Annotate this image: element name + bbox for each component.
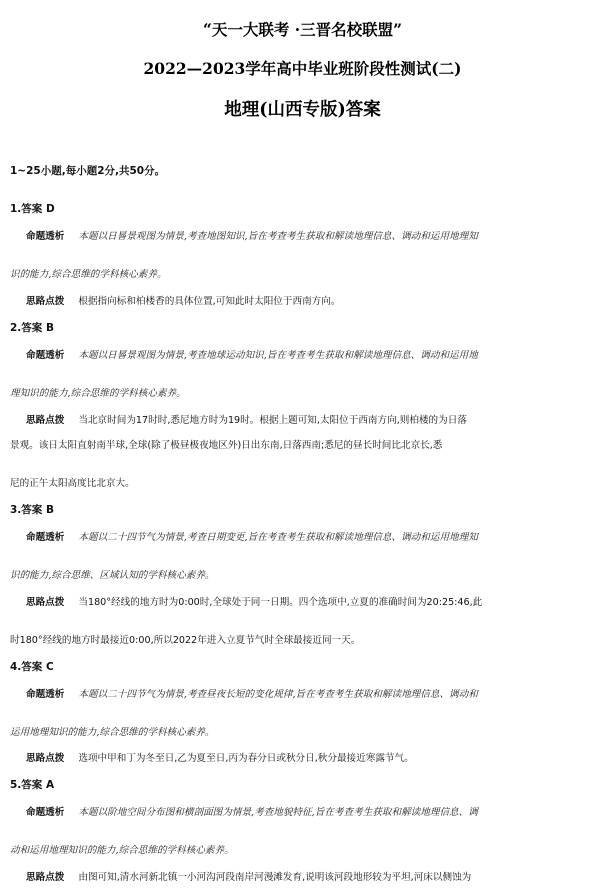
hint-text: 由图可知,清水河新北镇一小河沟河段南岸河漫滩发育,说明该河段地形较为平坦,河床以侧蚀为 xyxy=(78,872,472,883)
analysis-text: 本题以二十四节气为情景,考查日期变更,旨在考查考生获取和解读地理信息、调动和运用地理知 xyxy=(78,532,478,543)
question-3-heading: 3.答案 B xyxy=(10,504,54,516)
analysis-text: 本题以日晷景观图为情景,考查地图知识,旨在考查考生获取和解读地理信息、调动和运用地理知 xyxy=(78,231,478,242)
question-5-analysis xyxy=(26,804,596,818)
analysis-text-cont: 运用地理知识的能力,综合思维的学科核心素养。 xyxy=(10,727,215,738)
question-3-hint xyxy=(26,594,596,608)
question-4-heading: 4.答案 C xyxy=(10,661,54,673)
question-1-heading: 1.答案 D xyxy=(10,203,55,215)
analysis-text-cont: 动和运用地理知识的能力,综合思维的学科核心素养。 xyxy=(10,845,234,856)
question-1-hint xyxy=(26,293,596,307)
question-4-hint xyxy=(26,750,596,764)
analysis-label: 命题透析 xyxy=(26,807,65,818)
hint-label: 思路点拨 xyxy=(26,415,65,426)
hint-text: 选项中甲和丁为冬至日,乙为夏至日,丙为春分日或秋分日,秋分最接近寒露节气。 xyxy=(78,753,414,764)
question-2-heading: 2.答案 B xyxy=(10,322,54,334)
intro-line: 1~25小题,每小题2分,共50分。 xyxy=(10,165,166,177)
hint-label: 思路点拨 xyxy=(26,872,65,883)
hint-label: 思路点拨 xyxy=(26,597,65,608)
hint-label: 思路点拨 xyxy=(26,296,65,307)
hint-text-cont: 景观。该日太阳直射南半球,全球(除了极昼极夜地区外)日出东南,日落西南;悉尼的昼长时间比北京长,悉 xyxy=(10,440,443,451)
question-5-hint xyxy=(26,869,596,883)
header-line-2: 2022—2023学年高中毕业班阶段性测试(二) xyxy=(143,59,462,78)
analysis-label: 命题透析 xyxy=(26,689,65,700)
analysis-label: 命题透析 xyxy=(26,532,65,543)
analysis-label: 命题透析 xyxy=(26,231,65,242)
hint-text: 当180°经线的地方时为0:00时,全球处于同一日期。四个选项中,立夏的准确时间为20:25:46,此 xyxy=(78,597,483,608)
hint-text-cont: 时180°经线的地方时最接近0:00,所以2022年进入立夏节气时全球最接近同一天。 xyxy=(10,635,361,646)
question-1-analysis xyxy=(26,228,596,242)
analysis-text-cont: 理知识的能力,综合思维的学科核心素养。 xyxy=(10,388,186,399)
analysis-text-cont: 识的能力,综合思维的学科核心素养。 xyxy=(10,269,167,280)
analysis-text: 本题以阶地空间分布图和横剖面图为情景,考查地貌特征,旨在考查考生获取和解读地理信息、调 xyxy=(78,807,478,818)
question-4-analysis xyxy=(26,686,596,700)
analysis-text-cont: 识的能力,综合思维、区域认知的学科核心素养。 xyxy=(10,570,215,581)
hint-text: 根据指向标和柏楼香的具体位置,可知此时太阳位于西南方向。 xyxy=(78,296,341,307)
header-line-3: 地理(山西专版)答案 xyxy=(224,100,381,120)
analysis-label: 命题透析 xyxy=(26,350,65,361)
question-5-heading: 5.答案 A xyxy=(10,779,55,791)
question-2-hint xyxy=(26,412,596,426)
hint-label: 思路点拨 xyxy=(26,753,65,764)
hint-text: 当北京时间为17时时,悉尼地方时为19时。根据上题可知,太阳位于西南方向,则柏楼的为日落 xyxy=(78,415,467,426)
question-2-analysis xyxy=(26,347,596,361)
header-line-1: “天一大联考 ·三晋名校联盟” xyxy=(202,20,403,39)
question-3-analysis xyxy=(26,529,596,543)
analysis-text: 本题以二十四节气为情景,考查昼夜长短的变化规律,旨在考查考生获取和解读地理信息、调动和 xyxy=(78,689,478,700)
analysis-text: 本题以日晷景观图为情景,考查地球运动知识,旨在考查考生获取和解读地理信息、调动和运用地 xyxy=(78,350,478,361)
hint-text-cont: 尼的正午太阳高度比北京大。 xyxy=(10,478,135,489)
